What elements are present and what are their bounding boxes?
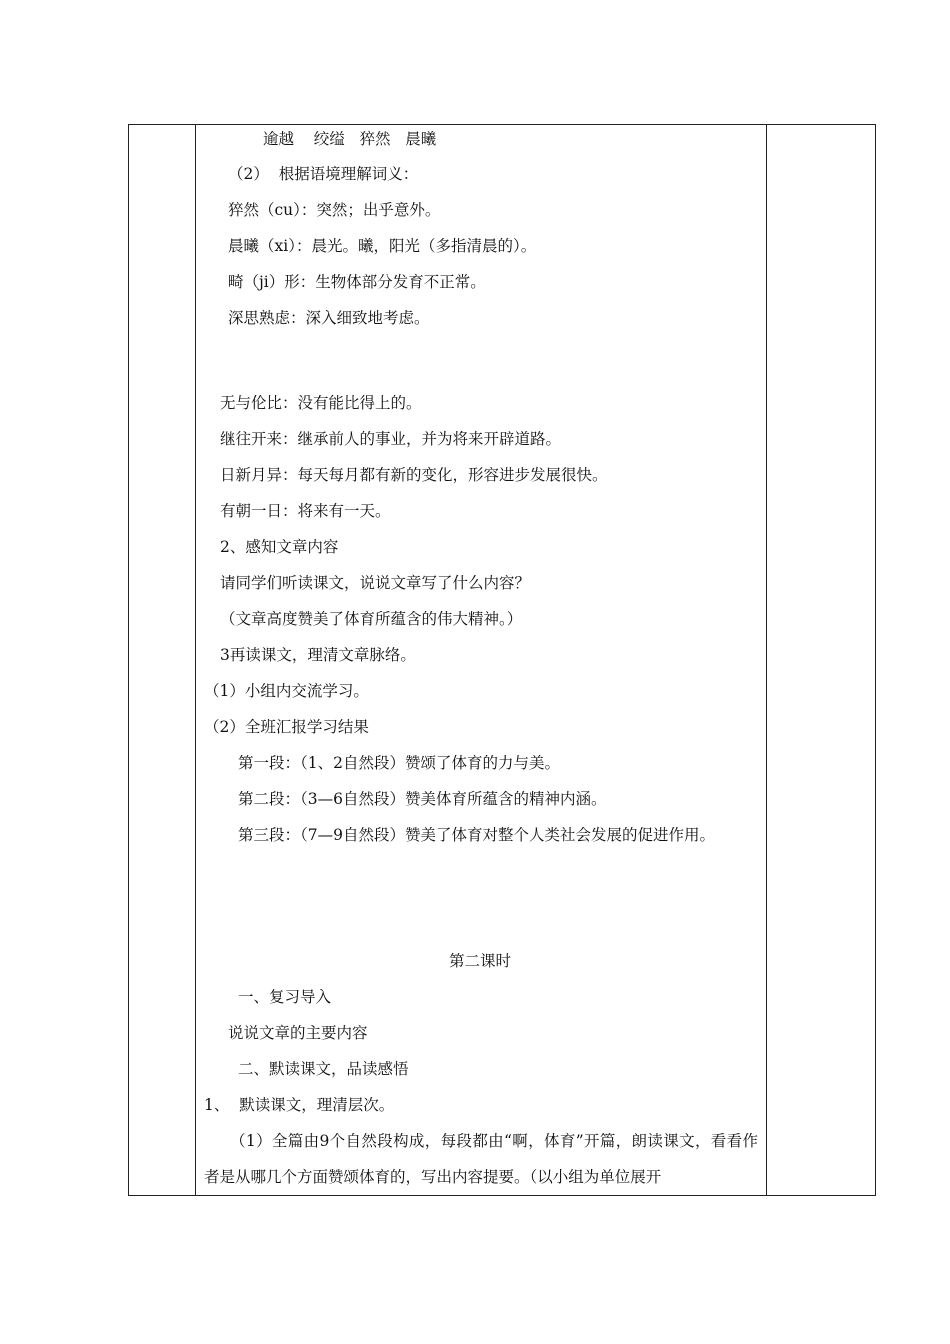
- segment-1: 第一段：（1、2自然段）赞颂了体育的力与美。: [238, 754, 560, 772]
- silent-read-step-1: 1、 默读课文，理清层次。: [204, 1096, 395, 1114]
- section-heading-structure: 3再读课文，理清文章脉络。: [220, 646, 416, 664]
- vocab-item-2: 晨曦（xi）：晨光。曦，阳光（多指清晨的）。: [228, 237, 537, 255]
- silent-read-heading: 二、默读课文，品读感悟: [238, 1060, 409, 1078]
- step-1: （1）小组内交流学习。: [204, 682, 369, 700]
- question-line: 请同学们听读课文，说说文章写了什么内容？: [220, 574, 531, 592]
- idiom-item-1: 无与伦比：没有能比得上的。: [220, 394, 422, 412]
- column-divider-2: [766, 125, 767, 1195]
- section-heading-content: 2、感知文章内容: [220, 538, 339, 556]
- review-task: 说说文章的主要内容: [228, 1024, 368, 1042]
- segment-2: 第二段：（3—6自然段）赞美体育所蕴含的精神内涵。: [238, 790, 607, 808]
- vocab-item-4: 深思熟虑：深入细致地考虑。: [228, 309, 430, 327]
- vocab-words-line: 逾越 绞缢 猝然 晨曦: [263, 130, 437, 148]
- second-lesson-title: 第二课时: [448, 952, 511, 970]
- vocab-meaning-heading: （2） 根据语境理解词义：: [228, 165, 419, 183]
- review-heading: 一、复习导入: [238, 988, 332, 1006]
- segment-3-paragraph: 第三段：（7—9自然段）赞美了体育对整个人类社会发展的促进作用。: [238, 826, 715, 844]
- idiom-item-2: 继往开来：继承前人的事业，并为将来开辟道路。: [220, 430, 562, 448]
- idiom-item-4: 有朝一日：将来有一天。: [220, 502, 391, 520]
- analysis-paragraph: （1）全篇由9个自然段构成，每段都由“啊，体育”开篇，朗读课文，看看作者是从哪几个方面赞颂体育的，写出内容提要。（以小组为单位展开: [204, 1132, 758, 1186]
- idiom-item-3: 日新月异：每天每月都有新的变化，形容进步发展很快。: [220, 466, 608, 484]
- answer-line: （文章高度赞美了体育所蕴含的伟大精神。）: [220, 610, 523, 628]
- vocab-item-3: 畸（ji）形：生物体部分发育不正常。: [228, 273, 486, 291]
- step-2: （2）全班汇报学习结果: [204, 718, 369, 736]
- column-divider-1: [195, 125, 196, 1195]
- vocab-item-1: 猝然（cu）：突然；出乎意外。: [228, 201, 441, 219]
